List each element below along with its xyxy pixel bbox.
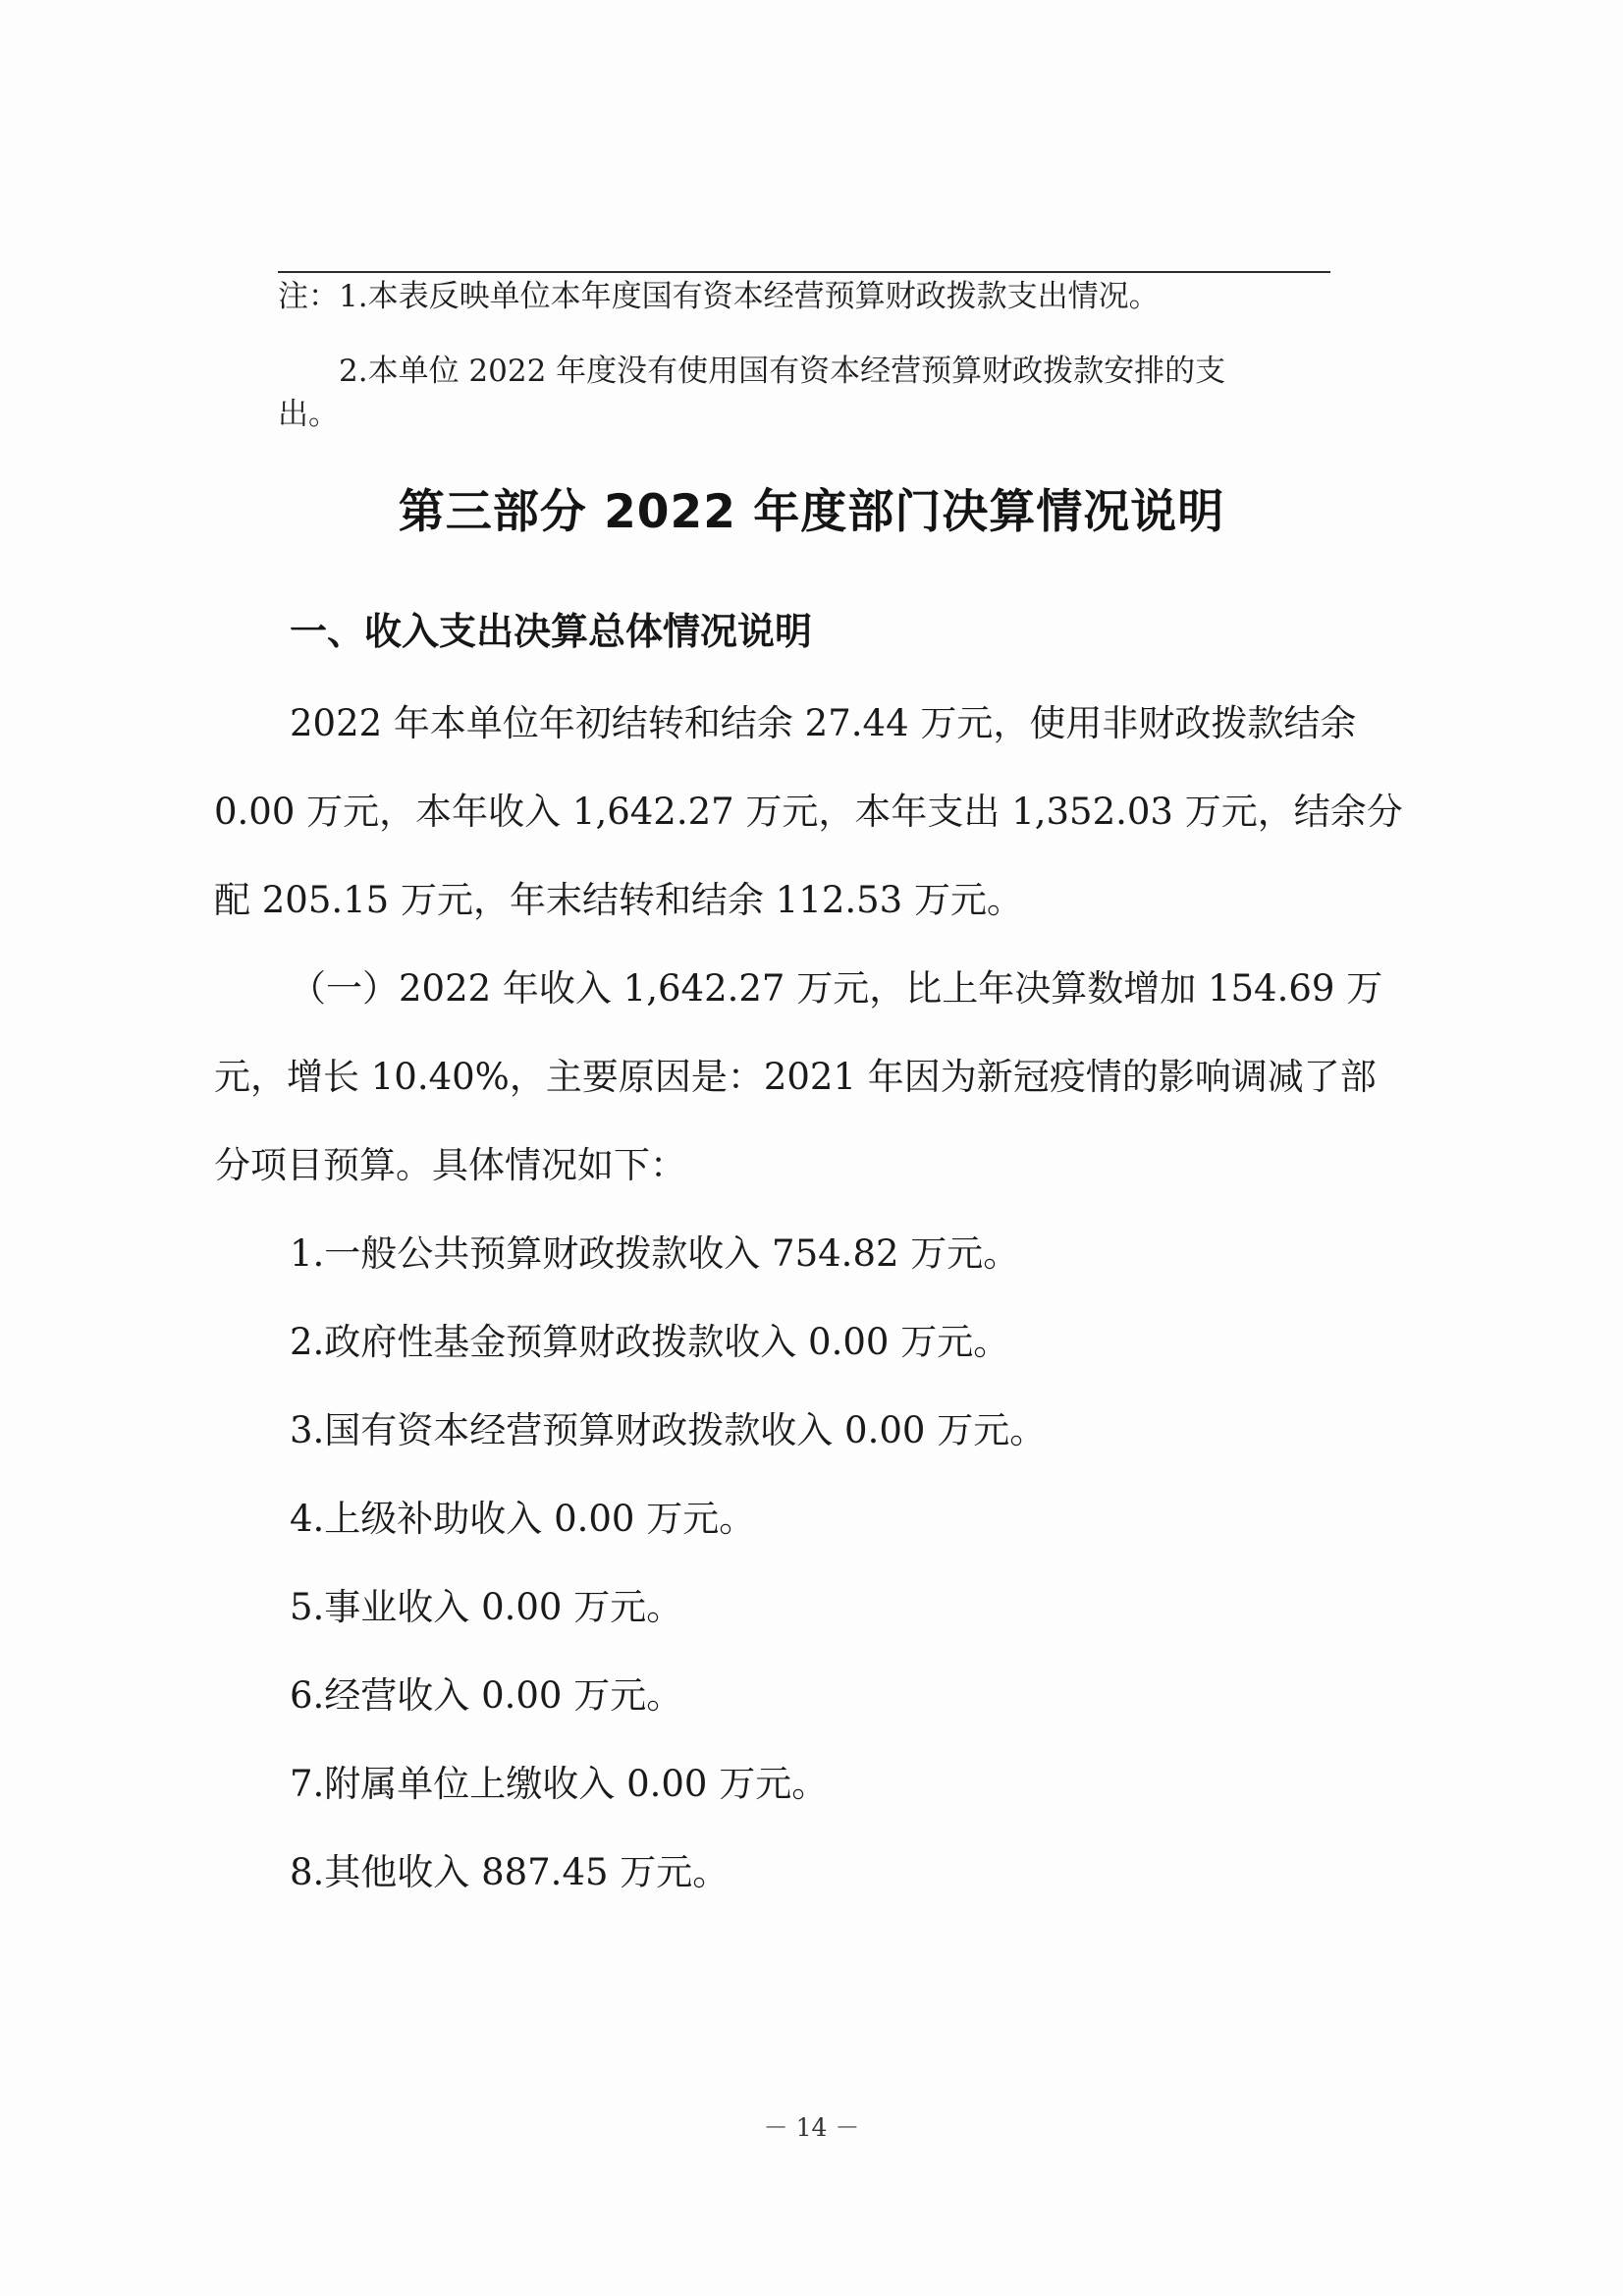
paragraph-2-line-1: （一）2022 年收入 1,642.27 万元，比上年决算数增加 154.69 万 — [290, 967, 1383, 1010]
paragraph-2-line-3: 分项目预算。具体情况如下： — [214, 1144, 686, 1186]
page-number: － 14 － — [763, 2113, 860, 2142]
paragraph-1-line-2: 0.00 万元，本年收入 1,642.27 万元，本年支出 1,352.03 万元，结余分 — [214, 791, 1403, 833]
paragraph-1-line-3: 配 205.15 万元，年末结转和结余 112.53 万元。 — [214, 879, 1023, 921]
table-bottom-rule — [278, 271, 1330, 273]
income-item: 8.其他收入 887.45 万元。 — [290, 1851, 730, 1893]
income-item: 3.国有资本经营预算财政拨款收入 0.00 万元。 — [290, 1409, 1047, 1451]
section-title: 第三部分 2022 年度部门决算情况说明 — [398, 485, 1225, 539]
income-item: 2.政府性基金预算财政拨款收入 0.00 万元。 — [290, 1321, 1010, 1363]
note-line-2-continuation: 出。 — [278, 397, 339, 432]
income-item: 5.事业收入 0.00 万元。 — [290, 1586, 683, 1628]
paragraph-2-line-2: 元，增长 10.40%，主要原因是：2021 年因为新冠疫情的影响调减了部 — [214, 1056, 1377, 1098]
income-item: 4.上级补助收入 0.00 万元。 — [290, 1498, 756, 1540]
income-item: 6.经营收入 0.00 万元。 — [290, 1674, 683, 1717]
note-line-2: 2.本单位 2022 年度没有使用国有资本经营预算财政拨款安排的支 — [339, 354, 1226, 389]
note-line-1: 注：1.本表反映单位本年度国有资本经营预算财政拨款支出情况。 — [278, 279, 1160, 314]
income-item: 1.一般公共预算财政拨款收入 754.82 万元。 — [290, 1232, 1020, 1275]
subsection-heading: 一、收入支出决算总体情况说明 — [290, 610, 813, 653]
paragraph-1-line-1: 2022 年本单位年初结转和结余 27.44 万元，使用非财政拨款结余 — [290, 702, 1357, 744]
income-item: 7.附属单位上缴收入 0.00 万元。 — [290, 1763, 829, 1805]
